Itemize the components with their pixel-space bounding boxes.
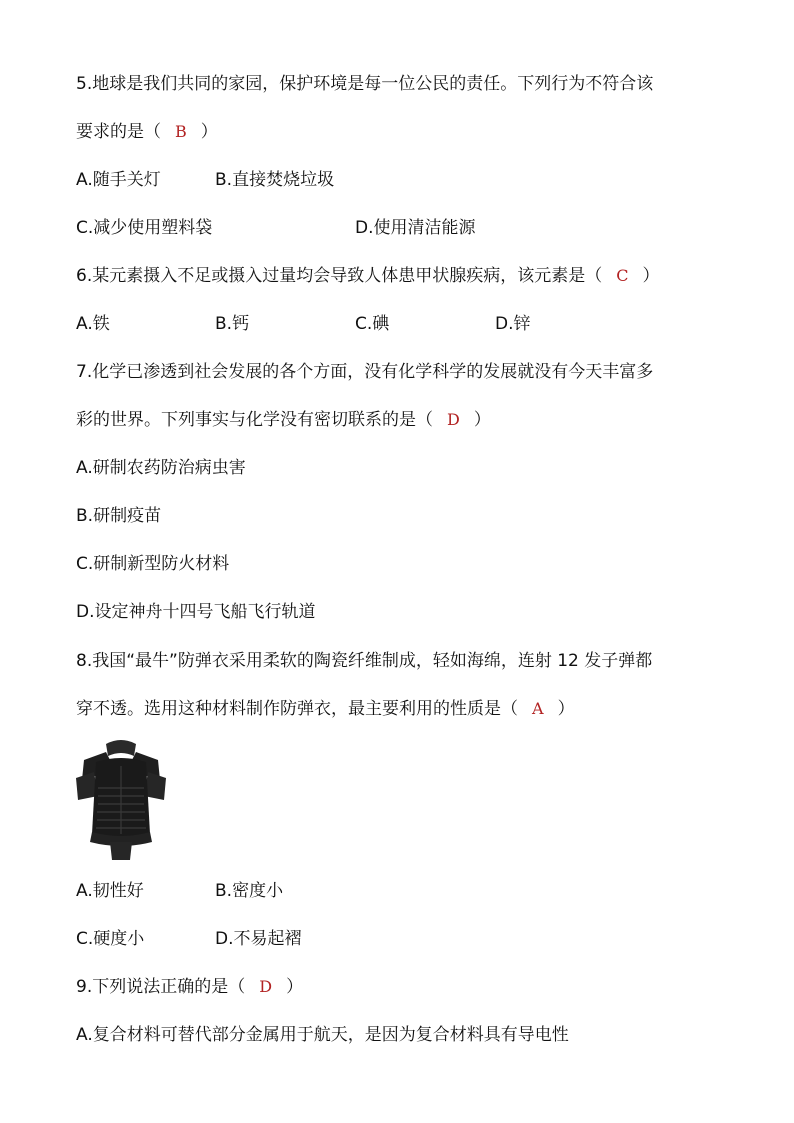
q7-stem-text: 彩的世界。下列事实与化学没有密切联系的是（ bbox=[76, 410, 433, 430]
q6-stem-text: 6.某元素摄入不足或摄入过量均会导致人体患甲状腺疾病，该元素是（ bbox=[76, 266, 603, 286]
q9-option-a: A.复合材料可替代部分金属用于航天，是因为复合材料具有导电性 bbox=[76, 1025, 569, 1045]
q8-close-paren: ） bbox=[557, 699, 575, 719]
q6-option-d: D.锌 bbox=[495, 314, 531, 334]
q5-stem-line2 bbox=[76, 120, 218, 144]
q6-answer: C bbox=[616, 266, 629, 285]
q7-option-a: A.研制农药防治病虫害 bbox=[76, 458, 246, 478]
q9-stem bbox=[76, 975, 303, 999]
q6-option-b: B.钙 bbox=[215, 314, 250, 334]
q7-close-paren: ） bbox=[473, 410, 491, 430]
q6-option-a: A.铁 bbox=[76, 314, 110, 334]
q9-answer: D bbox=[259, 977, 273, 996]
q7-answer: D bbox=[447, 410, 460, 429]
q6-stem bbox=[76, 264, 659, 288]
q5-close-paren: ） bbox=[200, 122, 218, 142]
q8-stem-line1: 8.我国“最牛”防弹衣采用柔软的陶瓷纤维制成，轻如海绵，连射 12 发子弹都 bbox=[76, 651, 653, 671]
q8-option-d: D.不易起褶 bbox=[215, 929, 302, 949]
q6-option-c: C.碘 bbox=[355, 314, 390, 334]
q7-stem-line2 bbox=[76, 408, 491, 432]
q8-stem-text: 穿不透。选用这种材料制作防弹衣，最主要利用的性质是（ bbox=[76, 699, 518, 719]
q8-stem-line2 bbox=[76, 697, 575, 721]
q6-close-paren: ） bbox=[642, 266, 660, 286]
q5-option-b: B.直接焚烧垃圾 bbox=[215, 170, 335, 190]
q5-option-d: D.使用清洁能源 bbox=[355, 218, 476, 238]
q5-stem-text: 要求的是（ bbox=[76, 122, 161, 142]
q5-answer: B bbox=[175, 122, 187, 141]
q7-option-b: B.研制疫苗 bbox=[76, 506, 162, 526]
q8-answer: A bbox=[532, 699, 544, 718]
q8-option-b: B.密度小 bbox=[215, 881, 284, 901]
q7-option-c: C.研制新型防火材料 bbox=[76, 554, 230, 574]
q8-option-c: C.硬度小 bbox=[76, 929, 145, 949]
q8-option-a: A.韧性好 bbox=[76, 881, 144, 901]
bulletproof-vest-image bbox=[72, 738, 170, 862]
q7-option-d: D.设定神舟十四号飞船飞行轨道 bbox=[76, 602, 316, 622]
q9-close-paren: ） bbox=[286, 977, 304, 997]
q9-stem-text: 9.下列说法正确的是（ bbox=[76, 977, 246, 997]
q5-option-c: C.减少使用塑料袋 bbox=[76, 218, 213, 238]
q5-stem-line1: 5.地球是我们共同的家园，保护环境是每一位公民的责任。下列行为不符合该 bbox=[76, 74, 654, 94]
q5-option-a: A.随手关灯 bbox=[76, 170, 161, 190]
q7-stem-line1: 7.化学已渗透到社会发展的各个方面，没有化学科学的发展就没有今天丰富多 bbox=[76, 362, 654, 382]
